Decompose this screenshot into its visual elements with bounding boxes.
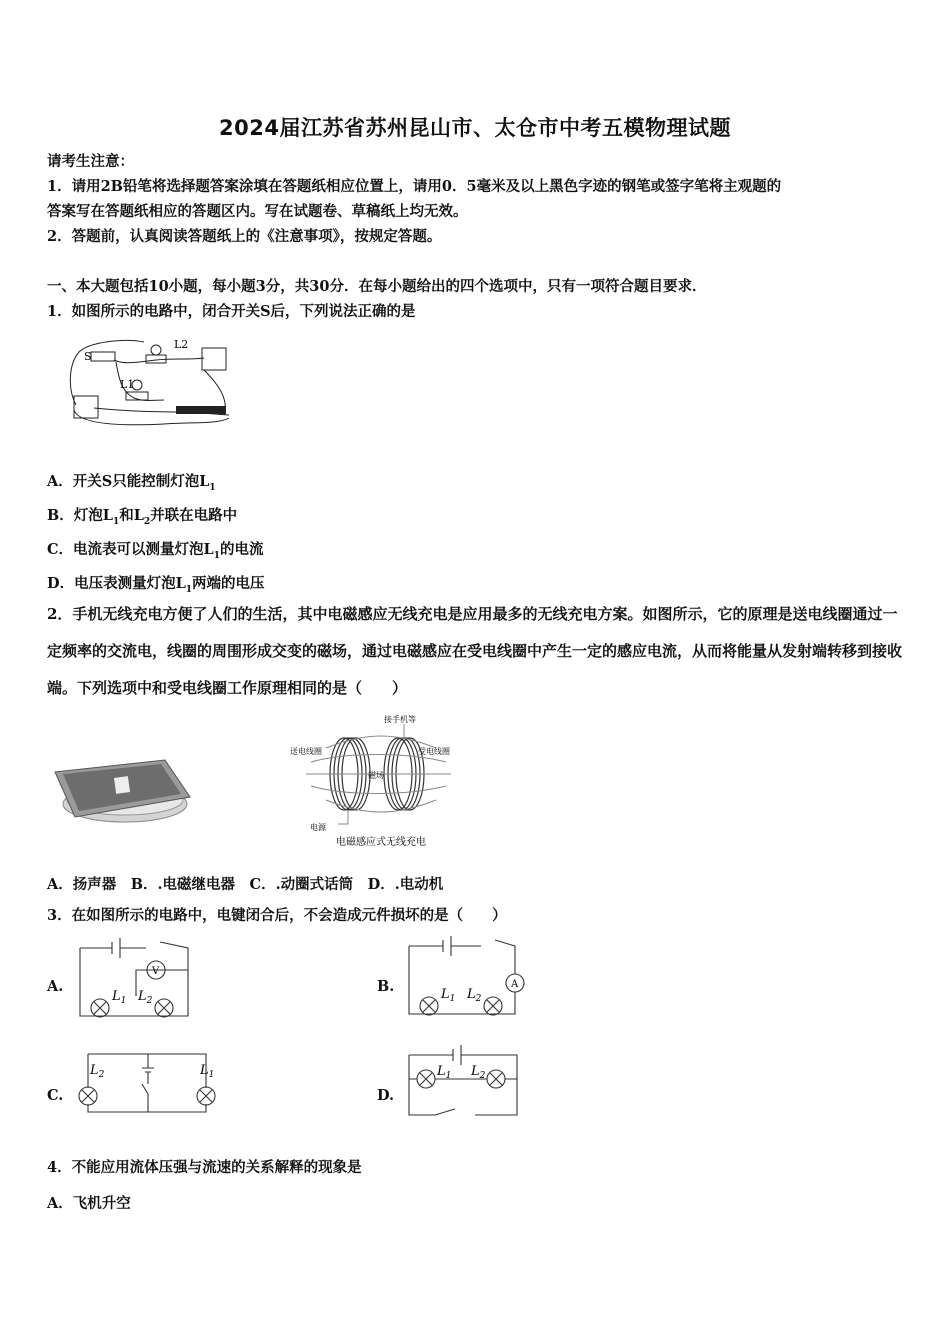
page-title: 2024届江苏省苏州昆山市、太仓市中考五模物理试题	[219, 116, 731, 140]
q3-circuit-a[interactable]	[76, 938, 196, 1028]
q2-fig-label-recv-coil: 受电线圈	[418, 747, 450, 756]
q1-option-d[interactable]: D．电压表测量灯泡$L_1$两端的电压	[47, 575, 265, 595]
q2-fig-label-power: 电源	[310, 823, 326, 832]
q3d-lamp-l2-label: $L_2$	[471, 1064, 486, 1081]
notice-heading: 请考生注意：	[47, 153, 134, 170]
q3a-lamp-l1-label: $L_1$	[112, 989, 127, 1006]
q1-fig-label-l1: L1	[120, 378, 135, 391]
q2-fig-label-field: 磁场	[368, 771, 384, 780]
q2-options[interactable]: A．扬声器 B．.电磁继电器 C．.动圈式话筒 D．.电动机	[47, 876, 444, 893]
q3b-lamp-l2-label: $L_2$	[467, 987, 482, 1004]
q3-option-a-label[interactable]: A.	[47, 978, 64, 995]
q3-circuit-c[interactable]	[72, 1050, 222, 1120]
q3b-lamp-l1-label: $L_1$	[441, 987, 456, 1004]
section-1-heading: 一、本大题包括10小题，每小题3分，共30分．在每小题给出的四个选项中，只有一项符合题目要求．	[47, 278, 707, 295]
q2-stem: 2．手机无线充电方便了人们的生活，其中电磁感应无线充电是应用最多的无线充电方案。如图所示，它的原理是送电线圈通过一定频率的交流电，线圈的周围形成交变的磁场，通过电磁感应在受电线圈中产生一定的感应电流，从而将能量从发射端转移到接收端。下列选项中和受电线圈工作原理相同的是（ ）	[47, 605, 903, 697]
q3a-lamp-l2-label: $L_2$	[138, 989, 153, 1006]
notice-line-1b: 答案写在答题纸相应的答题区内。写在试题卷、草稿纸上均无效。	[47, 203, 468, 220]
q1-stem: 1．如图所示的电路中，闭合开关S后，下列说法正确的是	[47, 303, 416, 320]
q3c-lamp-l1-label: $L_1$	[200, 1063, 215, 1080]
q3-circuit-d[interactable]	[405, 1043, 525, 1121]
q1-fig-label-s: S	[84, 350, 92, 363]
q2-fig-label-receiver: 接手机等	[384, 715, 416, 724]
q3a-voltmeter-label: V	[152, 966, 160, 977]
q3b-ammeter-label: A	[511, 979, 519, 990]
q3-option-b-label[interactable]: B.	[377, 978, 395, 995]
notice-line-2: 2．答题前，认真阅读答题纸上的《注意事项》，按规定答题。	[47, 228, 442, 245]
q4-stem: 4．不能应用流体压强与流速的关系解释的现象是	[47, 1159, 362, 1176]
q3-stem: 3．在如图所示的电路中，电键闭合后，不会造成元件损坏的是（ ）	[47, 907, 507, 924]
q2-coil-figure	[286, 712, 471, 852]
q4-option-a[interactable]: A．飞机升空	[47, 1195, 131, 1212]
q1-circuit-figure	[64, 330, 239, 430]
q3-option-d-label[interactable]: D.	[377, 1087, 395, 1104]
q3-option-c-label[interactable]: C.	[47, 1087, 64, 1104]
notice-line-1a: 1．请用2B铅笔将选择题答案涂填在答题纸相应位置上，请用0．5毫米及以上黑色字迹的钢笔或签字笔将主观题的	[47, 178, 782, 195]
q2-phone-charger-figure	[45, 742, 200, 832]
q3d-lamp-l1-label: $L_1$	[437, 1064, 452, 1081]
q2-fig-caption: 电磁感应式无线充电	[336, 837, 426, 848]
q1-fig-label-l2: L2	[174, 338, 189, 351]
q1-option-a[interactable]: A．开关S只能控制灯泡$L_1$	[47, 473, 216, 493]
q3-circuit-b[interactable]	[405, 934, 530, 1024]
q1-option-b[interactable]: B．灯泡$L_1$和$L_2$并联在电路中	[47, 507, 238, 527]
q3c-lamp-l2-label: $L_2$	[90, 1063, 105, 1080]
q1-option-c[interactable]: C．电流表可以测量灯泡$L_1$的电流	[47, 541, 264, 561]
q2-fig-label-send-coil: 送电线圈	[290, 747, 322, 756]
